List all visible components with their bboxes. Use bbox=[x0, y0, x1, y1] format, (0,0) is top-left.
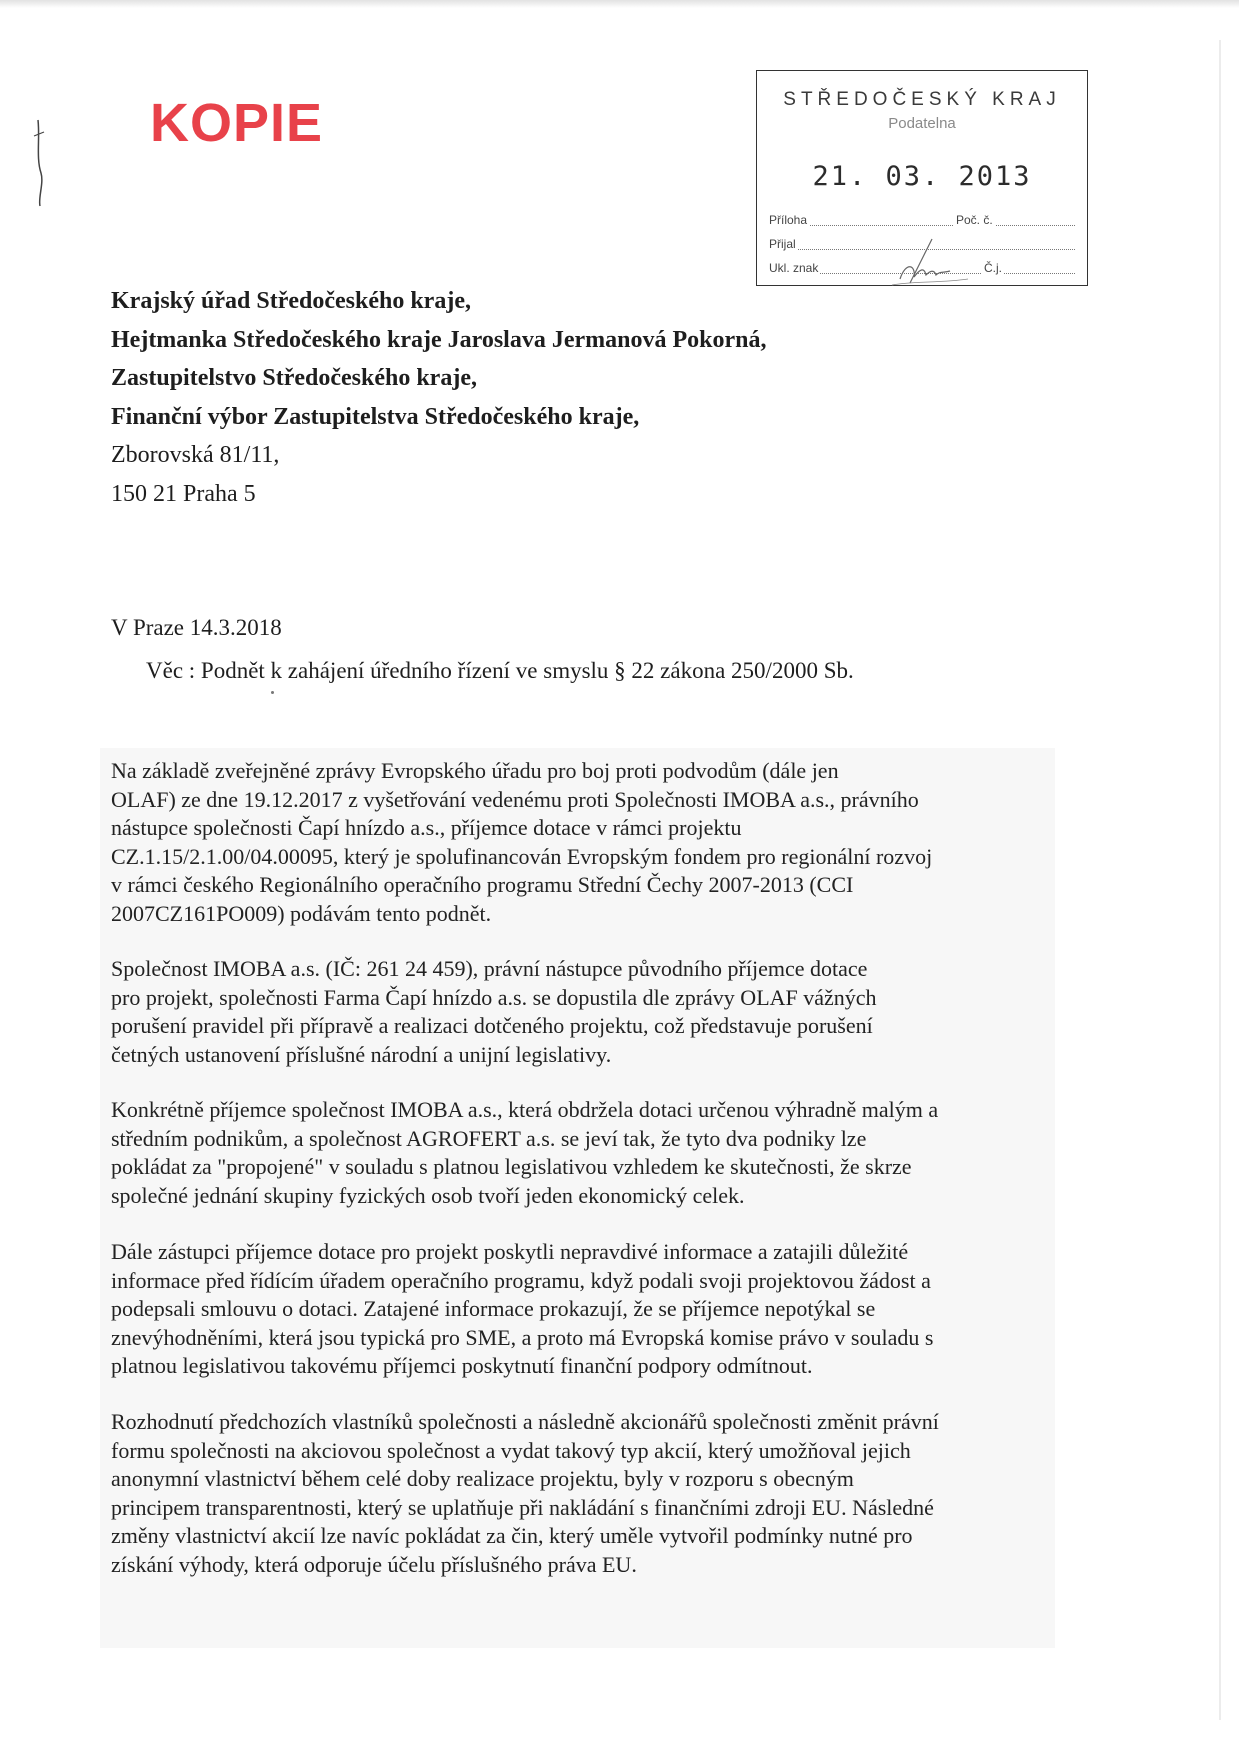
body-paragraph: Společnost IMOBA a.s. (IČ: 261 24 459), právní nástupce původního příjemce dotace pro projekt, společnosti Farma Čapí hnízdo a.s. se dopustila dle zprávy OLAF vážných porušení pravidel při přípravě a realizaci dotčeného projektu, což představuje porušení četných ustanovení příslušné národní a unijní legislativy. bbox=[111, 956, 877, 1067]
body-paragraph: Na základě zveřejněné zprávy Evropského úřadu pro boj proti podvodům (dále jen OLAF) ze dne 19.12.2017 z vyšetřování vedenému proti Společnosti IMOBA a.s., právního nástupce společnosti Čapí hnízdo a.s., příjemce dotace v rámci projektu CZ.1.15/2.1.00/04.00095, který je spolufinancován Evropským fondem pro regionální rozvoj v rámci českého Regionálního operačního programu Střední Čechy 2007-2013 (CCI 2007CZ161PO009) podávám tento podnět. bbox=[111, 758, 933, 926]
receipt-stamp bbox=[756, 70, 1088, 286]
addressee-city: 150 21 Praha 5 bbox=[111, 480, 256, 507]
stamp-row-priloha bbox=[769, 213, 1075, 231]
letter-date: V Praze 14.3.2018 bbox=[111, 615, 282, 640]
scan-top-edge bbox=[0, 0, 1239, 8]
addressee-block bbox=[111, 282, 767, 513]
handwritten-signature bbox=[872, 231, 982, 291]
body-paragraph: Rozhodnutí předchozích vlastníků společnosti a následně akcionářů společnosti změnit právní formu společnosti na akciovou společnost a vydat takový typ akcií, který umožňoval jejich anonymní vlastnictví během celé doby realizace projektu, byly v rozporu s obecným principem transparentnosti, který se uplatňuje při nakládání s finančními zdroji EU. Následné změny vlastnictví akcií lze navíc pokládat za čin, který uměle vytvořil podmínky nutné pro získání výhody, která odporuje účelu příslušného práva EU. bbox=[111, 1409, 939, 1577]
scan-right-edge bbox=[1219, 40, 1221, 1720]
stamp-row-label2: Poč. č. bbox=[956, 213, 993, 227]
copy-stamp-kopie: KOPIE bbox=[150, 93, 324, 153]
stamp-subtitle: Podatelna bbox=[888, 115, 956, 132]
margin-pen-mark bbox=[32, 118, 46, 208]
stamp-row-label: Přijal bbox=[769, 237, 796, 251]
scan-speck bbox=[271, 691, 274, 694]
addressee-street: Zborovská 81/11, bbox=[111, 442, 280, 468]
addressee-line: Hejtmanka Středočeského kraje Jaroslava Jermanová Pokorná, bbox=[111, 326, 767, 353]
body-paragraph: Konkrétně příjemce společnost IMOBA a.s., která obdržela dotaci určenou výhradně malým a středním podnikům, a společnost AGROFERT a.s. se jeví tak, že tyto dva podniky lze pokládat za "propojené" v souladu s platnou legislativou vzhledem ke skutečnosti, že skrze společné jednání skupiny fyzických osob tvoří jeden ekonomický celek. bbox=[111, 1097, 939, 1208]
addressee-line: Finanční výbor Zastupitelstva Středočeského kraje, bbox=[111, 403, 640, 430]
letter-subject: Věc : Podnět k zahájení úředního řízení ve smyslu § 22 zákona 250/2000 Sb. bbox=[146, 658, 854, 683]
addressee-line: Zastupitelstvo Středočeského kraje, bbox=[111, 365, 477, 391]
stamp-title: STŘEDOČESKÝ KRAJ bbox=[783, 89, 1061, 110]
stamp-row-label: Příloha bbox=[769, 213, 808, 227]
stamp-row-label: Ukl. znak bbox=[769, 261, 819, 275]
addressee-line: Krajský úřad Středočeského kraje, bbox=[111, 288, 471, 314]
body-paragraph: Dále zástupci příjemce dotace pro projekt poskytli nepravdivé informace a zatajili důležité informace před řídícím úřadem operačního programu, když podali svoji projektovou žádost a podepsali smlouvu o dotaci. Zatajené informace prokazují, že se příjemce nepotýkal se znevýhodněními, která jsou typická pro SME, a proto má Evropská komise právo v souladu s platnou legislativou takovému příjemci poskytnutí finanční podpory odmítnout. bbox=[111, 1239, 934, 1378]
stamp-row-label2: Č.j. bbox=[984, 261, 1002, 275]
stamp-date: 21. 03. 2013 bbox=[812, 161, 1032, 192]
